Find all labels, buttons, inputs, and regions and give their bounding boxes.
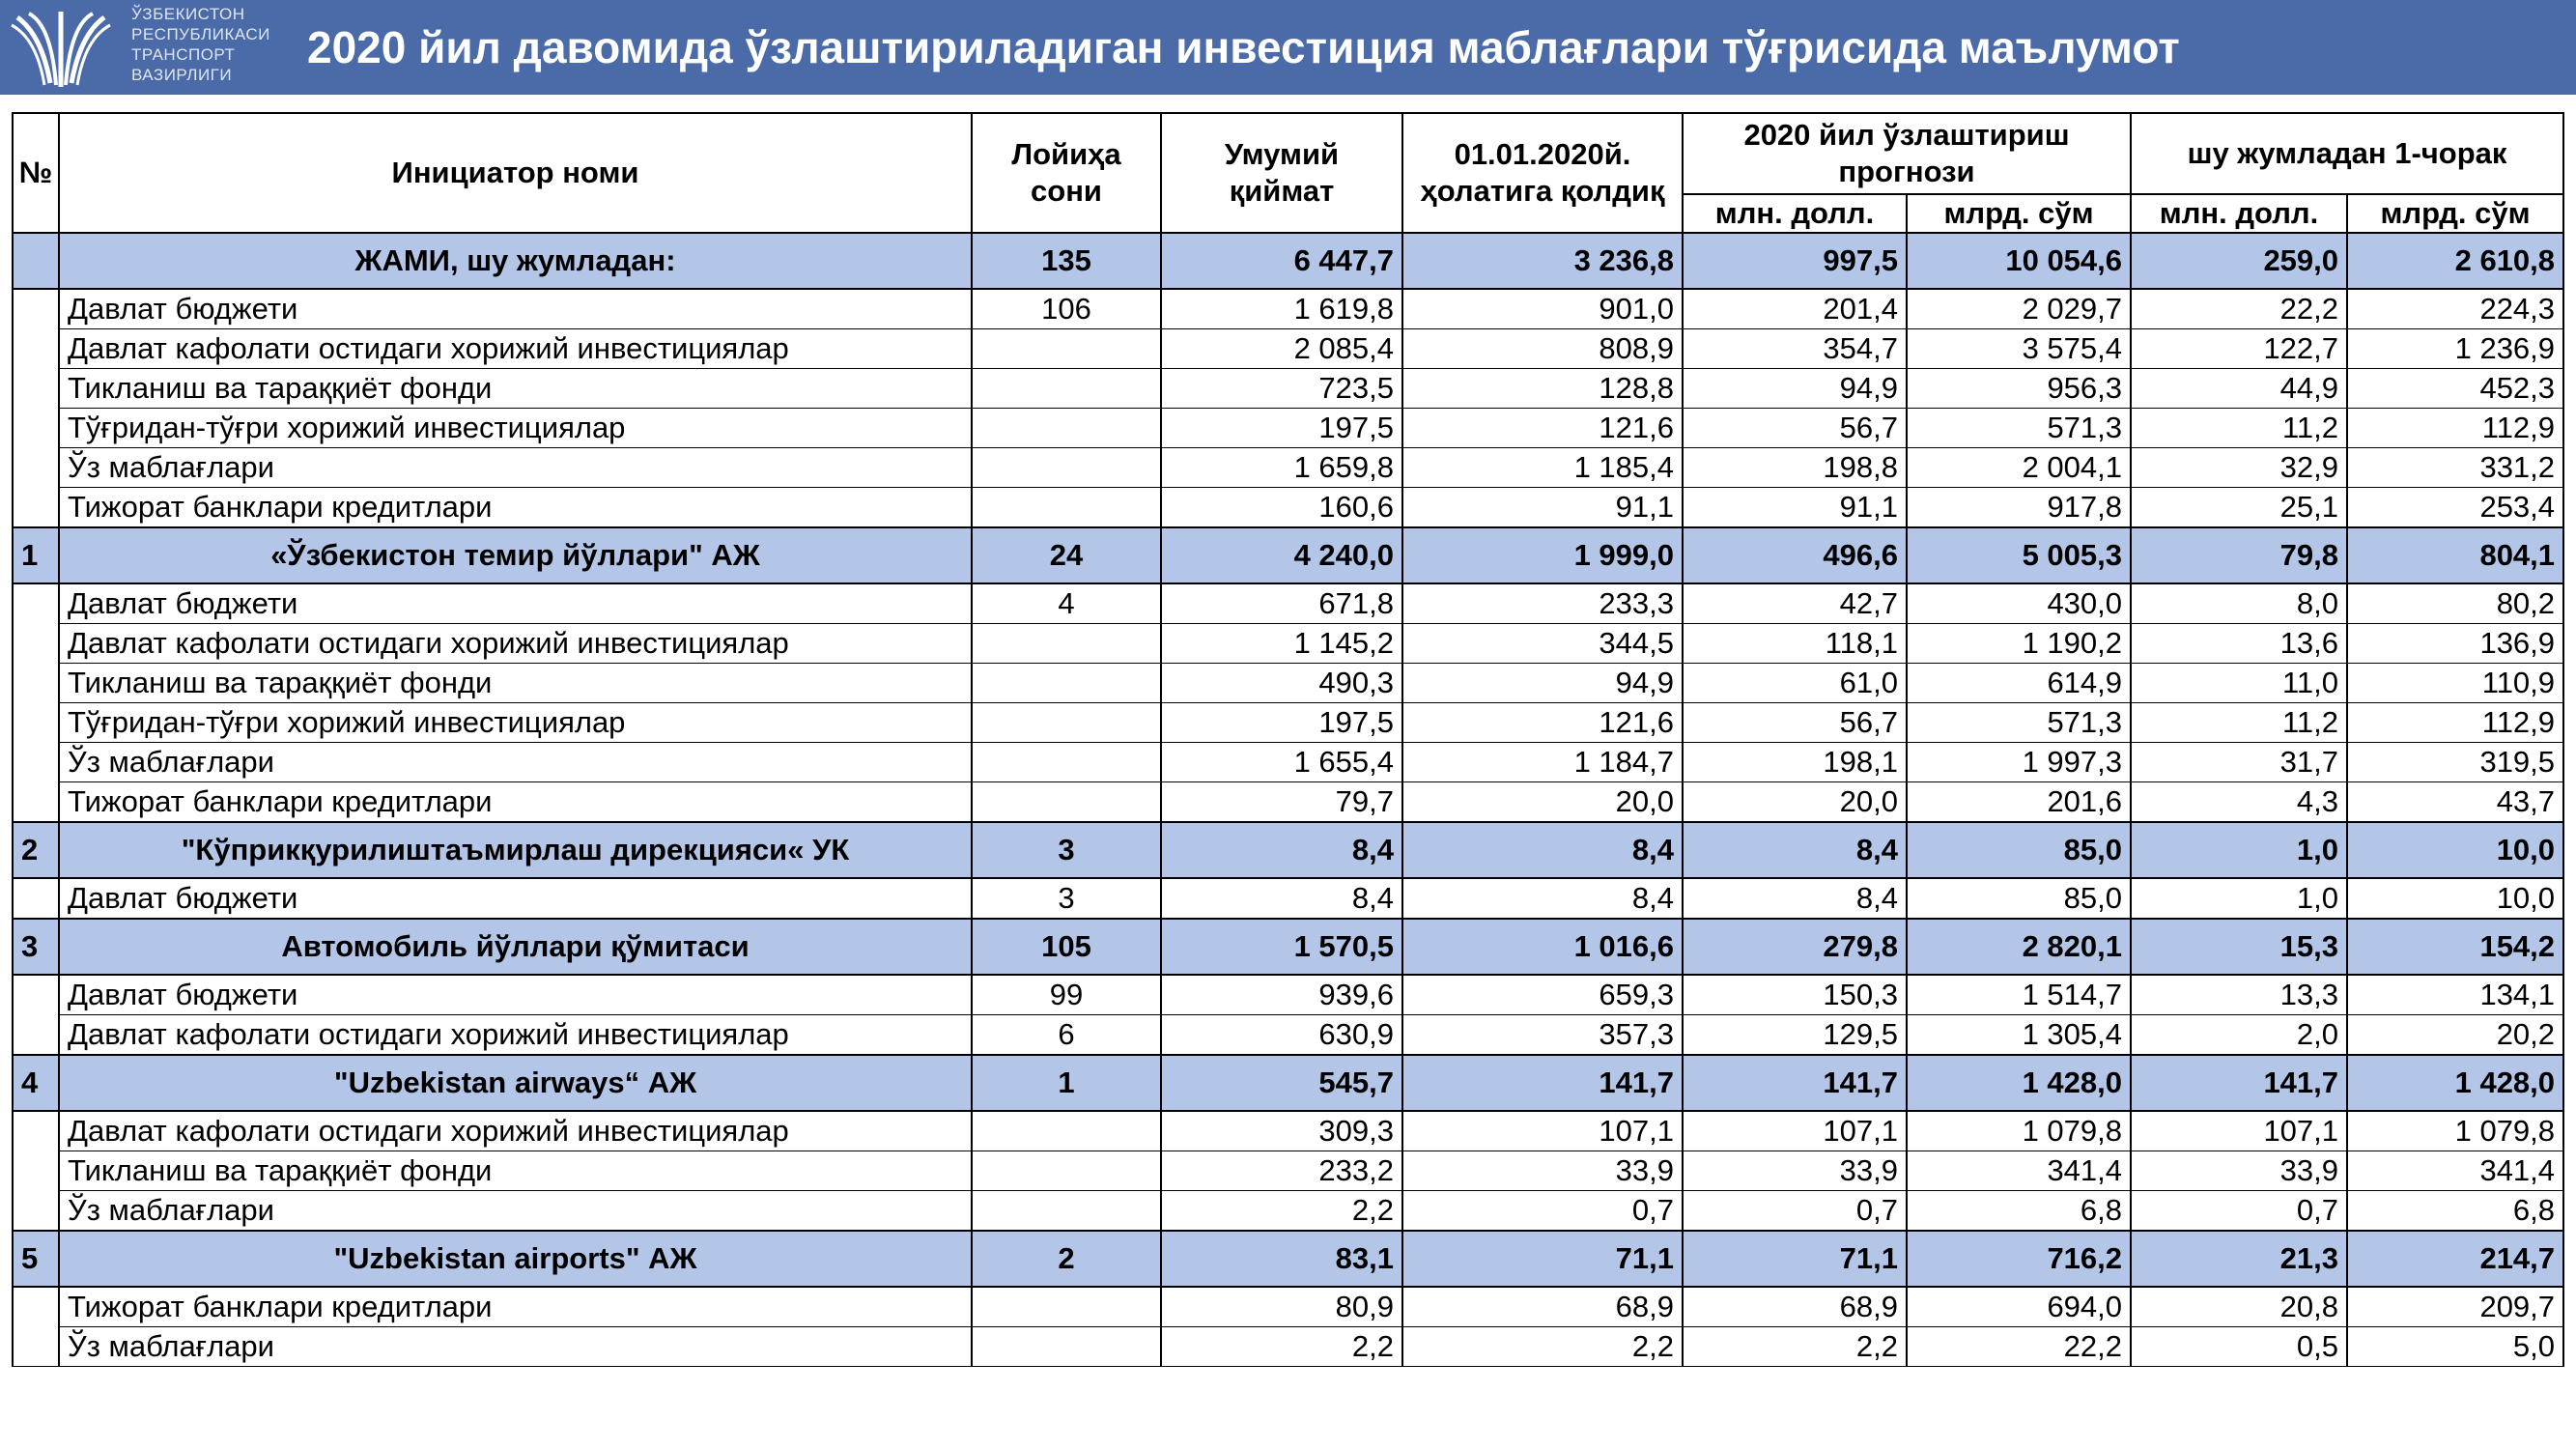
total-cost-cell: 545,7	[1161, 1055, 1402, 1111]
forecast-uzs-cell: 430,0	[1907, 583, 2131, 624]
q1-uzs-cell: 1 079,8	[2347, 1111, 2563, 1151]
forecast-usd-cell: 20,0	[1683, 782, 1907, 823]
group-summary-row	[13, 1231, 2563, 1287]
q1-usd-cell: 15,3	[2131, 919, 2347, 975]
forecast-usd-cell: 201,4	[1683, 289, 1907, 329]
balance-cell: 71,1	[1402, 1231, 1683, 1287]
project-count-cell	[972, 369, 1161, 409]
forecast-usd-cell: 8,4	[1683, 878, 1907, 919]
q1-uzs-cell: 319,5	[2347, 743, 2563, 782]
total-cost-cell: 671,8	[1161, 583, 1402, 624]
forecast-usd-cell: 150,3	[1683, 975, 1907, 1015]
forecast-uzs-cell: 694,0	[1907, 1287, 2131, 1327]
source-name-cell: Ўз маблағлари	[59, 1327, 972, 1367]
q1-uzs-cell: 110,9	[2347, 664, 2563, 703]
forecast-uzs-cell: 85,0	[1907, 878, 2131, 919]
q1-uzs-cell: 134,1	[2347, 975, 2563, 1015]
investment-table	[12, 112, 2564, 1367]
q1-usd-cell: 122,7	[2131, 329, 2347, 369]
forecast-uzs-cell: 571,3	[1907, 409, 2131, 448]
forecast-uzs-cell: 2 820,1	[1907, 919, 2131, 975]
ministry-line: ВАЗИРЛИГИ	[131, 66, 233, 84]
total-cost-cell: 233,2	[1161, 1151, 1402, 1191]
row-number-cell: 1	[13, 527, 59, 583]
forecast-uzs-cell: 1 514,7	[1907, 975, 2131, 1015]
forecast-uzs-cell: 917,8	[1907, 488, 2131, 528]
forecast-usd-cell: 198,8	[1683, 448, 1907, 488]
project-count-cell: 99	[972, 975, 1161, 1015]
project-count-cell: 24	[972, 527, 1161, 583]
forecast-uzs-cell: 22,2	[1907, 1327, 2131, 1367]
forecast-usd-cell: 33,9	[1683, 1151, 1907, 1191]
q1-uzs-cell: 214,7	[2347, 1231, 2563, 1287]
total-cost-cell: 939,6	[1161, 975, 1402, 1015]
q1-uzs-cell: 112,9	[2347, 409, 2563, 448]
project-count-cell	[972, 1151, 1161, 1191]
forecast-usd-cell: 56,7	[1683, 409, 1907, 448]
forecast-uzs-cell: 614,9	[1907, 664, 2131, 703]
balance-cell: 68,9	[1402, 1287, 1683, 1327]
balance-cell: 659,3	[1402, 975, 1683, 1015]
balance-cell: 0,7	[1402, 1191, 1683, 1232]
q1-uzs-cell: 6,8	[2347, 1191, 2563, 1232]
q1-usd-cell: 141,7	[2131, 1055, 2347, 1111]
forecast-uzs-cell: 341,4	[1907, 1151, 2131, 1191]
forecast-usd-cell: 129,5	[1683, 1015, 1907, 1056]
total-cost-cell: 160,6	[1161, 488, 1402, 528]
col-header-forecast: 2020 йил ўзлаштириш прогнози	[1683, 113, 2131, 194]
q1-usd-cell: 44,9	[2131, 369, 2347, 409]
q1-usd-cell: 1,0	[2131, 878, 2347, 919]
q1-usd-cell: 20,8	[2131, 1287, 2347, 1327]
table-row	[13, 329, 2563, 369]
q1-uzs-cell: 1 236,9	[2347, 329, 2563, 369]
forecast-uzs-cell: 1 428,0	[1907, 1055, 2131, 1111]
forecast-usd-cell: 56,7	[1683, 703, 1907, 743]
forecast-uzs-cell: 6,8	[1907, 1191, 2131, 1232]
table-row	[13, 369, 2563, 409]
q1-usd-cell: 11,0	[2131, 664, 2347, 703]
balance-cell: 91,1	[1402, 488, 1683, 528]
total-cost-cell: 6 447,7	[1161, 233, 1402, 289]
total-cost-cell: 1 659,8	[1161, 448, 1402, 488]
col-header-num: №	[13, 113, 59, 233]
source-name-cell: Тикланиш ва тараққиёт фонди	[59, 369, 972, 409]
forecast-usd-cell: 2,2	[1683, 1327, 1907, 1367]
project-count-cell	[972, 1191, 1161, 1232]
q1-usd-cell: 32,9	[2131, 448, 2347, 488]
balance-cell: 121,6	[1402, 409, 1683, 448]
source-name-cell: Тижорат банклари кредитлари	[59, 782, 972, 823]
project-count-cell: 105	[972, 919, 1161, 975]
balance-cell: 8,4	[1402, 878, 1683, 919]
source-name-cell: Давлат бюджети	[59, 878, 972, 919]
forecast-usd-cell: 0,7	[1683, 1191, 1907, 1232]
q1-usd-cell: 259,0	[2131, 233, 2347, 289]
source-name-cell: Ўз маблағлари	[59, 448, 972, 488]
total-cost-cell: 79,7	[1161, 782, 1402, 823]
project-count-cell	[972, 488, 1161, 528]
q1-usd-cell: 107,1	[2131, 1111, 2347, 1151]
initiator-name-cell: "Кўприкқурилиштаъмирлаш дирекцияси« УК	[59, 822, 972, 878]
group-summary-row	[13, 527, 2563, 583]
row-number-cell	[13, 583, 59, 822]
table-row	[13, 782, 2563, 823]
total-cost-cell: 197,5	[1161, 409, 1402, 448]
table-row	[13, 1111, 2563, 1151]
total-cost-cell: 2,2	[1161, 1327, 1402, 1367]
forecast-uzs-cell: 1 079,8	[1907, 1111, 2131, 1151]
source-name-cell: Тикланиш ва тараққиёт фонди	[59, 1151, 972, 1191]
total-cost-cell: 2,2	[1161, 1191, 1402, 1232]
table-row	[13, 703, 2563, 743]
q1-uzs-cell: 804,1	[2347, 527, 2563, 583]
row-number-cell: 5	[13, 1231, 59, 1287]
q1-uzs-cell: 224,3	[2347, 289, 2563, 329]
total-cost-cell: 309,3	[1161, 1111, 1402, 1151]
q1-usd-cell: 0,5	[2131, 1327, 2347, 1367]
forecast-uzs-cell: 571,3	[1907, 703, 2131, 743]
table-row	[13, 1151, 2563, 1191]
project-count-cell: 1	[972, 1055, 1161, 1111]
col-header-initiator: Инициатор номи	[59, 113, 972, 233]
forecast-uzs-cell: 716,2	[1907, 1231, 2131, 1287]
q1-uzs-cell: 2 610,8	[2347, 233, 2563, 289]
page-title: 2020 йил давомида ўзлаштириладиган инвестиция маблағлари тўғрисида маълумот	[307, 22, 2180, 72]
total-cost-cell: 197,5	[1161, 703, 1402, 743]
q1-uzs-cell: 43,7	[2347, 782, 2563, 823]
forecast-uzs-cell: 956,3	[1907, 369, 2131, 409]
balance-cell: 1 184,7	[1402, 743, 1683, 782]
col-header-q1-uzs: млрд. сўм	[2347, 194, 2563, 233]
forecast-usd-cell: 71,1	[1683, 1231, 1907, 1287]
source-name-cell: Тўғридан-тўғри хорижий инвестициялар	[59, 703, 972, 743]
forecast-uzs-cell: 2 029,7	[1907, 289, 2131, 329]
balance-cell: 94,9	[1402, 664, 1683, 703]
project-count-cell	[972, 329, 1161, 369]
table-row	[13, 448, 2563, 488]
forecast-usd-cell: 354,7	[1683, 329, 1907, 369]
q1-uzs-cell: 10,0	[2347, 822, 2563, 878]
balance-cell: 233,3	[1402, 583, 1683, 624]
ministry-line: ТРАНСПОРТ	[131, 45, 236, 64]
balance-cell: 2,2	[1402, 1327, 1683, 1367]
total-cost-cell: 4 240,0	[1161, 527, 1402, 583]
forecast-uzs-cell: 10 054,6	[1907, 233, 2131, 289]
group-summary-row	[13, 822, 2563, 878]
table-row	[13, 1191, 2563, 1232]
project-count-cell	[972, 448, 1161, 488]
forecast-usd-cell: 279,8	[1683, 919, 1907, 975]
row-number-cell	[13, 1111, 59, 1231]
q1-usd-cell: 0,7	[2131, 1191, 2347, 1232]
group-summary-row	[13, 1055, 2563, 1111]
forecast-usd-cell: 61,0	[1683, 664, 1907, 703]
total-cost-cell: 630,9	[1161, 1015, 1402, 1056]
q1-usd-cell: 33,9	[2131, 1151, 2347, 1191]
project-count-cell	[972, 624, 1161, 664]
source-name-cell: Ўз маблағлари	[59, 1191, 972, 1232]
source-name-cell: Тўғридан-тўғри хорижий инвестициялар	[59, 409, 972, 448]
table-row	[13, 289, 2563, 329]
source-name-cell: Тижорат банклари кредитлари	[59, 1287, 972, 1327]
project-count-cell	[972, 1287, 1161, 1327]
source-name-cell: Давлат бюджети	[59, 975, 972, 1015]
forecast-usd-cell: 198,1	[1683, 743, 1907, 782]
total-cost-cell: 1 570,5	[1161, 919, 1402, 975]
balance-cell: 3 236,8	[1402, 233, 1683, 289]
project-count-cell	[972, 409, 1161, 448]
balance-cell: 107,1	[1402, 1111, 1683, 1151]
table-row	[13, 743, 2563, 782]
initiator-name-cell: «Ўзбекистон темир йўллари" АЖ	[59, 527, 972, 583]
initiator-name-cell: "Uzbekistan airports" АЖ	[59, 1231, 972, 1287]
col-header-q1: шу жумладан 1-чорак	[2131, 113, 2563, 194]
q1-usd-cell: 79,8	[2131, 527, 2347, 583]
total-cost-cell: 1 619,8	[1161, 289, 1402, 329]
header-bar	[0, 0, 2576, 95]
initiator-name-cell: Автомобиль йўллари қўмитаси	[59, 919, 972, 975]
q1-usd-cell: 25,1	[2131, 488, 2347, 528]
q1-uzs-cell: 5,0	[2347, 1327, 2563, 1367]
forecast-usd-cell: 107,1	[1683, 1111, 1907, 1151]
row-number-cell	[13, 878, 59, 919]
col-header-forecast-usd: млн. долл.	[1683, 194, 1907, 233]
ministry-logo-icon	[8, 6, 114, 89]
row-number-cell: 2	[13, 822, 59, 878]
project-count-cell: 106	[972, 289, 1161, 329]
q1-uzs-cell: 341,4	[2347, 1151, 2563, 1191]
source-name-cell: Давлат кафолати остидаги хорижий инвестициялар	[59, 329, 972, 369]
forecast-uzs-cell: 1 190,2	[1907, 624, 2131, 664]
forecast-uzs-cell: 2 004,1	[1907, 448, 2131, 488]
source-name-cell: Тикланиш ва тараққиёт фонди	[59, 664, 972, 703]
project-count-cell: 2	[972, 1231, 1161, 1287]
forecast-uzs-cell: 201,6	[1907, 782, 2131, 823]
row-number-cell: 3	[13, 919, 59, 975]
total-cost-cell: 2 085,4	[1161, 329, 1402, 369]
table-row	[13, 409, 2563, 448]
project-count-cell: 4	[972, 583, 1161, 624]
ministry-name	[131, 4, 296, 85]
forecast-usd-cell: 94,9	[1683, 369, 1907, 409]
source-name-cell: Давлат кафолати остидаги хорижий инвестициялар	[59, 624, 972, 664]
group-summary-row	[13, 919, 2563, 975]
table-row	[13, 1287, 2563, 1327]
row-number-cell	[13, 975, 59, 1055]
q1-uzs-cell: 452,3	[2347, 369, 2563, 409]
table-row	[13, 583, 2563, 624]
source-name-cell: Тижорат банклари кредитлари	[59, 488, 972, 528]
balance-cell: 20,0	[1402, 782, 1683, 823]
q1-usd-cell: 31,7	[2131, 743, 2347, 782]
total-cost-cell: 8,4	[1161, 878, 1402, 919]
forecast-usd-cell: 42,7	[1683, 583, 1907, 624]
balance-cell: 901,0	[1402, 289, 1683, 329]
project-count-cell	[972, 1327, 1161, 1367]
q1-usd-cell: 4,3	[2131, 782, 2347, 823]
source-name-cell: Ўз маблағлари	[59, 743, 972, 782]
source-name-cell: Давлат кафолати остидаги хорижий инвестициялар	[59, 1015, 972, 1056]
balance-cell: 344,5	[1402, 624, 1683, 664]
table-row	[13, 624, 2563, 664]
q1-usd-cell: 22,2	[2131, 289, 2347, 329]
table-row	[13, 1327, 2563, 1367]
ministry-line: ЎЗБЕКИСТОН	[131, 5, 245, 23]
project-count-cell	[972, 782, 1161, 823]
col-header-projects: Лойиҳа сони	[972, 113, 1161, 233]
forecast-uzs-cell: 3 575,4	[1907, 329, 2131, 369]
q1-usd-cell: 11,2	[2131, 703, 2347, 743]
row-number-cell	[13, 233, 59, 289]
project-count-cell	[972, 703, 1161, 743]
q1-usd-cell: 11,2	[2131, 409, 2347, 448]
q1-uzs-cell: 20,2	[2347, 1015, 2563, 1056]
balance-cell: 1 185,4	[1402, 448, 1683, 488]
q1-usd-cell: 21,3	[2131, 1231, 2347, 1287]
forecast-usd-cell: 997,5	[1683, 233, 1907, 289]
q1-usd-cell: 8,0	[2131, 583, 2347, 624]
balance-cell: 33,9	[1402, 1151, 1683, 1191]
forecast-uzs-cell: 1 305,4	[1907, 1015, 2131, 1056]
balance-cell: 808,9	[1402, 329, 1683, 369]
forecast-usd-cell: 8,4	[1683, 822, 1907, 878]
forecast-uzs-cell: 85,0	[1907, 822, 2131, 878]
initiator-name-cell: "Uzbekistan airways“ АЖ	[59, 1055, 972, 1111]
project-count-cell: 6	[972, 1015, 1161, 1056]
balance-cell: 1 999,0	[1402, 527, 1683, 583]
total-cost-cell: 1 655,4	[1161, 743, 1402, 782]
project-count-cell	[972, 1111, 1161, 1151]
ministry-line: РЕСПУБЛИКАСИ	[131, 25, 270, 43]
forecast-usd-cell: 141,7	[1683, 1055, 1907, 1111]
forecast-usd-cell: 496,6	[1683, 527, 1907, 583]
q1-uzs-cell: 154,2	[2347, 919, 2563, 975]
total-cost-cell: 1 145,2	[1161, 624, 1402, 664]
table-row	[13, 664, 2563, 703]
source-name-cell: Давлат бюджети	[59, 289, 972, 329]
project-count-cell: 135	[972, 233, 1161, 289]
forecast-usd-cell: 118,1	[1683, 624, 1907, 664]
source-name-cell: Давлат бюджети	[59, 583, 972, 624]
table-row	[13, 488, 2563, 528]
project-count-cell: 3	[972, 822, 1161, 878]
project-count-cell	[972, 664, 1161, 703]
balance-cell: 357,3	[1402, 1015, 1683, 1056]
balance-cell: 121,6	[1402, 703, 1683, 743]
balance-cell: 1 016,6	[1402, 919, 1683, 975]
forecast-uzs-cell: 5 005,3	[1907, 527, 2131, 583]
q1-uzs-cell: 10,0	[2347, 878, 2563, 919]
balance-cell: 8,4	[1402, 822, 1683, 878]
total-cost-cell: 490,3	[1161, 664, 1402, 703]
balance-cell: 128,8	[1402, 369, 1683, 409]
forecast-uzs-cell: 1 997,3	[1907, 743, 2131, 782]
q1-uzs-cell: 331,2	[2347, 448, 2563, 488]
total-cost-cell: 83,1	[1161, 1231, 1402, 1287]
table-body	[13, 233, 2563, 1367]
q1-uzs-cell: 112,9	[2347, 703, 2563, 743]
initiator-name-cell: ЖАМИ, шу жумладан:	[59, 233, 972, 289]
project-count-cell: 3	[972, 878, 1161, 919]
q1-usd-cell: 2,0	[2131, 1015, 2347, 1056]
col-header-forecast-uzs: млрд. сўм	[1907, 194, 2131, 233]
table-row	[13, 878, 2563, 919]
table-row	[13, 1015, 2563, 1056]
q1-usd-cell: 1,0	[2131, 822, 2347, 878]
group-summary-row	[13, 233, 2563, 289]
total-cost-cell: 80,9	[1161, 1287, 1402, 1327]
table-row	[13, 975, 2563, 1015]
row-number-cell	[13, 289, 59, 527]
forecast-usd-cell: 91,1	[1683, 488, 1907, 528]
q1-usd-cell: 13,3	[2131, 975, 2347, 1015]
q1-uzs-cell: 209,7	[2347, 1287, 2563, 1327]
row-number-cell: 4	[13, 1055, 59, 1111]
source-name-cell: Давлат кафолати остидаги хорижий инвестициялар	[59, 1111, 972, 1151]
col-header-total: Умумий қиймат	[1161, 113, 1402, 233]
q1-uzs-cell: 136,9	[2347, 624, 2563, 664]
total-cost-cell: 723,5	[1161, 369, 1402, 409]
forecast-usd-cell: 68,9	[1683, 1287, 1907, 1327]
total-cost-cell: 8,4	[1161, 822, 1402, 878]
q1-uzs-cell: 1 428,0	[2347, 1055, 2563, 1111]
q1-uzs-cell: 253,4	[2347, 488, 2563, 528]
balance-cell: 141,7	[1402, 1055, 1683, 1111]
q1-usd-cell: 13,6	[2131, 624, 2347, 664]
q1-uzs-cell: 80,2	[2347, 583, 2563, 624]
row-number-cell	[13, 1287, 59, 1367]
project-count-cell	[972, 743, 1161, 782]
col-header-q1-usd: млн. долл.	[2131, 194, 2347, 233]
col-header-balance: 01.01.2020й. ҳолатига қолдиқ	[1402, 113, 1683, 233]
